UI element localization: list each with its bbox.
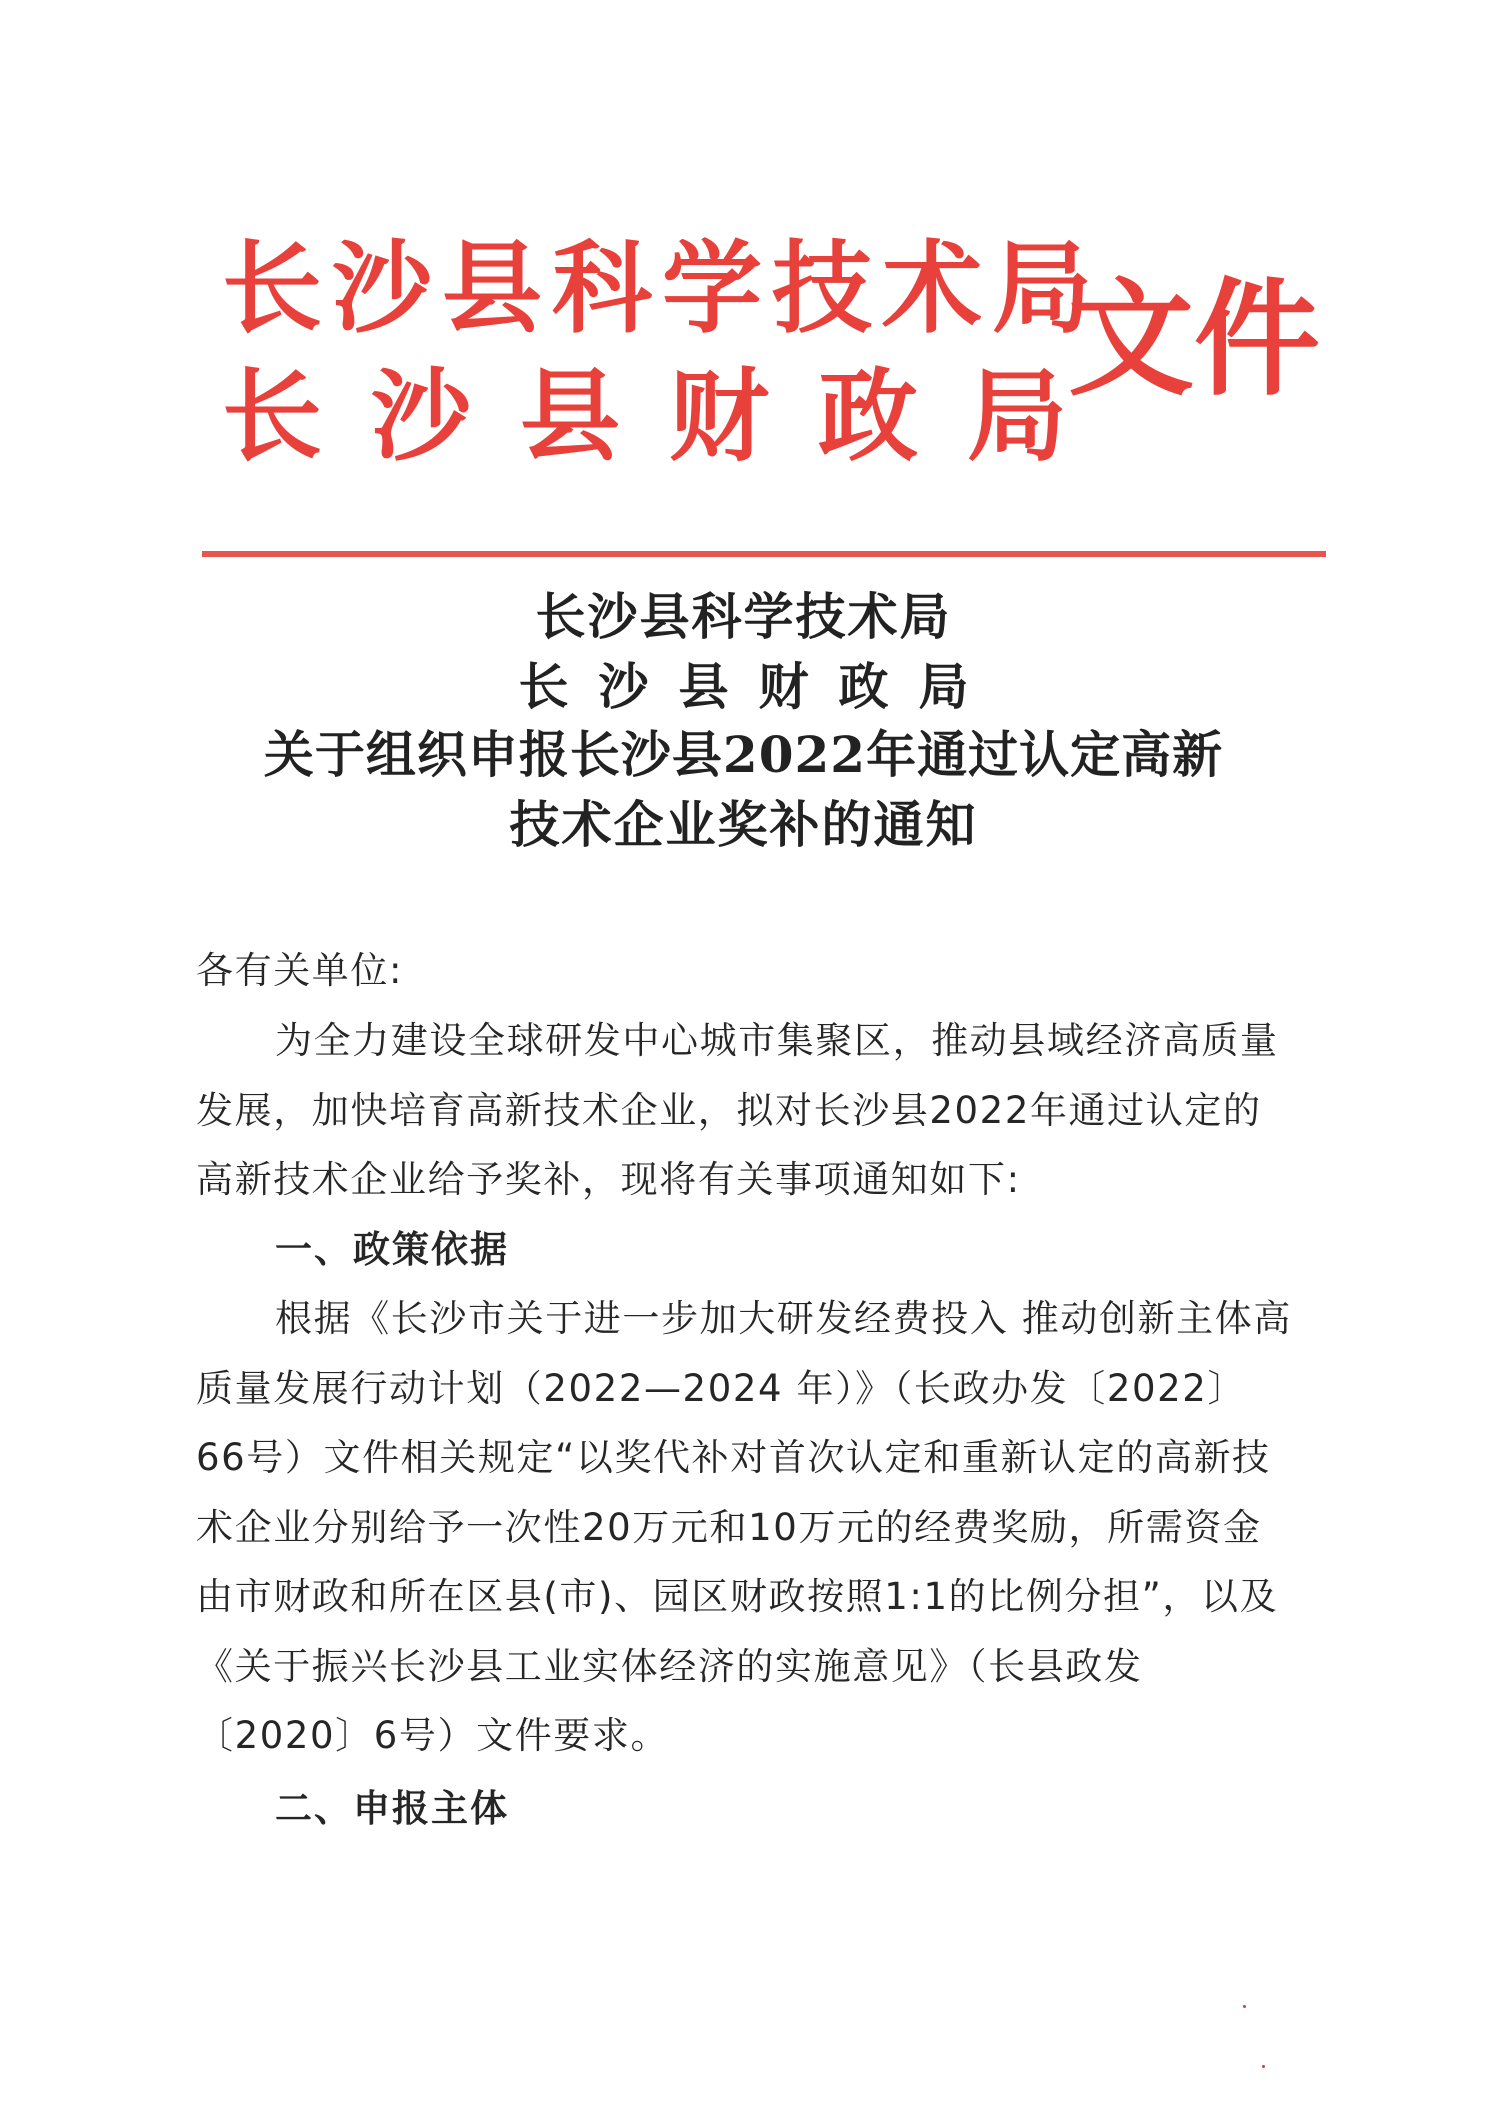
letterhead-issuer-1: 长沙县科学技术局 [222,229,1102,347]
paragraph-intro-text: 为全力建设全球研发中心城市集聚区，推动县域经济高质量发展，加快培育高新技术企业，拟对长沙县2022年通过认定的高新技术企业给予奖补，现将有关事项通知如下: [196,1019,1279,1201]
letterhead-red-rule [202,551,1326,557]
title-issuer-2: 长沙县财政局 [518,657,999,716]
section-heading-policy-basis [196,1215,1292,1285]
salutation-text: 各有关单位: [196,949,404,992]
paragraph-policy-basis-text: 根据《长沙市关于进一步加大研发经费投入 推动创新主体高质量发展行动计划（2022—2024 年）》（长政办发〔2022〕66号）文件相关规定“以奖代补对首次认定和重新认定的高新技术企业分别给予一次性20万元和10万元的经费奖励，所需资金由市财政和所在区县(市)、园区财政按照1:1的比例分担”，以及《关于振兴长沙县工业实体经济的实施意见》（长县政发〔2020〕6号）文件要求。 [196,1297,1292,1757]
letterhead-suffix: 文件 [1068,265,1320,413]
section-heading-1-text: 一、政策依据 [275,1228,509,1271]
title-issuer-1: 长沙县科学技术局 [535,587,952,646]
letterhead-issuer-2: 长沙县财政局 [222,357,1116,475]
section-heading-2-text: 二、申报主体 [275,1787,509,1830]
section-heading-applicants [196,1774,1292,1844]
salutation [196,936,1292,1006]
title-subject-line-1: 关于组织申报长沙县2022年通过认定高新 [263,725,1224,784]
paragraph-intro [196,1006,1292,1215]
title-subject-line-2: 技术企业奖补的通知 [509,795,978,854]
paragraph-policy-basis [196,1284,1292,1771]
scan-speck [1243,2005,1246,2008]
scan-speck [1262,2065,1265,2068]
